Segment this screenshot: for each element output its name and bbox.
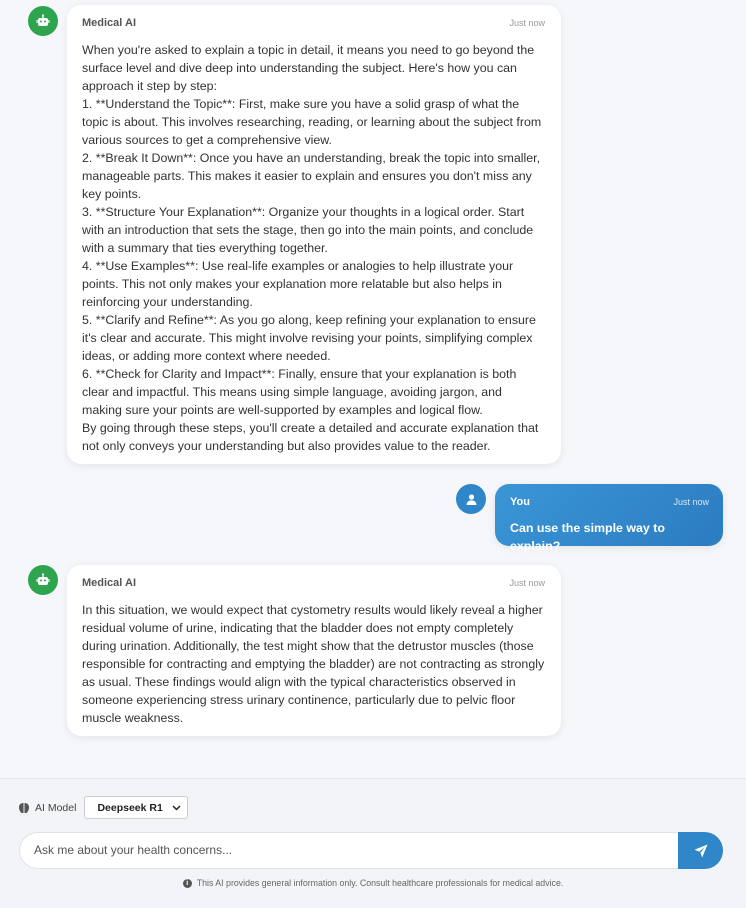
robot-icon [36,573,50,587]
bot-avatar [28,565,58,595]
message-input-row [19,832,723,869]
message-sender: You [510,496,530,508]
message-text: In this situation, we would expect that cystometry results would likely reveal a higher residual volume of urine, indicating that the bladder does not empty completely during urination. Additionally, the test might show that the detrustor muscles (those responsible for contracting and emptying the bladder) are not contracting as strongly as usual. These findings would align with the typical characteristics observed in someone experiencing stress urinary continence, particularly due to pelvic floor muscle weakness. [82,603,545,725]
model-label: AI Model [35,801,77,814]
message-text: Can use the simple way to explain? [510,521,665,553]
send-button[interactable] [678,832,723,869]
message-paragraph: When you're asked to explain a topic in detail, it means you need to go beyond the surface level and dive deep into understanding the subject. Here's how you can approach it step by step: [82,43,535,93]
message-time: Just now [509,18,545,28]
message-text [82,41,545,455]
chat-footer [0,778,746,908]
model-selector-row [18,796,188,819]
message-bot-2 [67,565,561,736]
message-paragraph: 6. **Check for Clarity and Impact**: Finally, ensure that your explanation is both clear and impactful. This means using simple language, avoiding jargon, and making sure your points are well-supported by examples and logical flow. [82,367,517,417]
robot-icon [36,14,50,28]
user-avatar [456,484,486,514]
brain-icon [18,802,30,814]
message-time: Just now [673,497,709,507]
message-paragraph: By going through these steps, you'll create a detailed and accurate explanation that not only conveys your understanding but also provides value to the reader. [82,421,539,453]
message-sender: Medical AI [82,17,136,29]
message-paragraph: 3. **Structure Your Explanation**: Organize your thoughts in a logical order. Start with an introduction that sets the stage, then go into the main points, and conclude with a summary that ties everything together. [82,205,534,255]
model-select[interactable] [84,796,188,819]
message-input[interactable]: Ask me about your health concerns... [19,832,679,869]
message-paragraph: 2. **Break It Down**: Once you have an understanding, break the topic into smaller, manageable parts. This makes it easier to explain and ensures you don't miss any key points. [82,151,541,201]
info-icon: i [183,879,192,888]
user-icon [465,493,478,506]
message-paragraph: 4. **Use Examples**: Use real-life examples or analogies to help illustrate your points. This not only makes your explanation more relatable but also helps in reinforcing your understanding. [82,259,514,309]
message-paragraph: 5. **Clarify and Refine**: As you go along, keep refining your explanation to ensure it's clear and accurate. This might involve revising your points, simplifying complex ideas, or adding more context where needed. [82,313,536,363]
message-time: Just now [509,578,545,588]
bot-avatar [28,6,58,36]
model-selected-value: Deepseek R1 [97,801,163,814]
message-bot-1 [67,5,561,464]
message-sender: Medical AI [82,577,136,589]
disclaimer-text: This AI provides general information only. Consult healthcare professionals for medical advice. [196,878,564,888]
chevron-down-icon [172,805,181,811]
message-user-1 [495,484,723,553]
send-icon [694,844,708,858]
message-paragraph: 1. **Understand the Topic**: First, make sure you have a solid grasp of what the topic is about. This involves researching, reading, or learning about the subject from various sources to get a comprehensive view. [82,97,542,147]
disclaimer [0,878,746,888]
